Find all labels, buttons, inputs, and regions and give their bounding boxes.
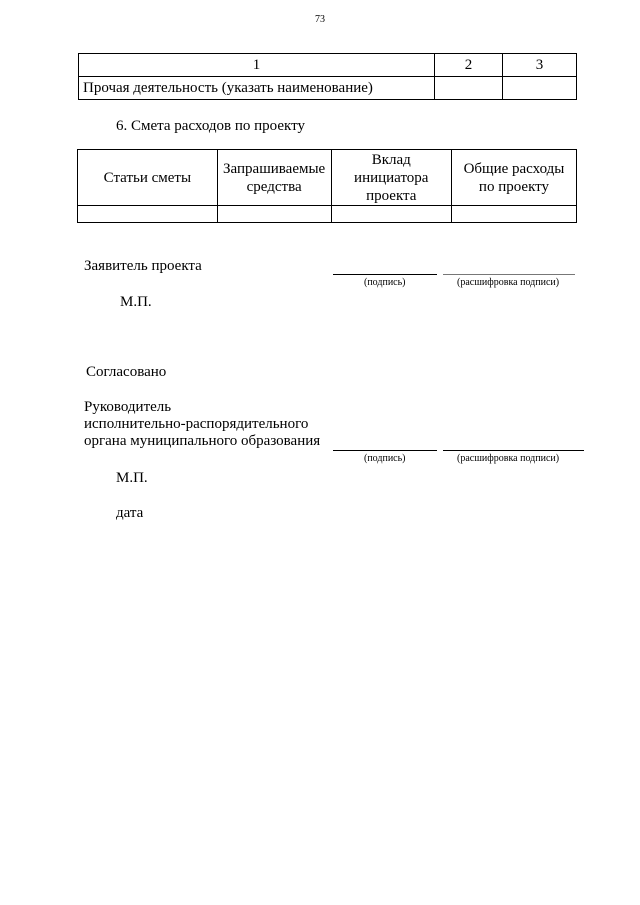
table-cell (434, 77, 502, 100)
column-header: 1 (79, 54, 435, 77)
stamp-label: М.П. (116, 470, 148, 486)
column-header: 3 (503, 54, 577, 77)
applicant-label: Заявитель проекта (84, 258, 202, 274)
decoding-caption: (расшифровка подписи) (457, 453, 560, 464)
page-number: 73 (315, 14, 325, 25)
section-title: 6. Смета расходов по проекту (116, 118, 305, 134)
column-header (78, 150, 218, 206)
decoding-line (443, 450, 584, 451)
table-header-row (78, 150, 577, 206)
header-line: Общие расходы (463, 160, 565, 177)
header-line: инициатора (354, 169, 429, 186)
official-title (84, 399, 320, 450)
official-title-line: Руководитель (84, 399, 172, 415)
header-line: Статьи сметы (103, 169, 192, 186)
official-title-line: органа муниципального образования (84, 433, 321, 449)
activity-table (78, 53, 577, 100)
header-line: средства (246, 178, 302, 195)
approval-label: Согласовано (86, 364, 167, 380)
header-line: по проекту (478, 178, 550, 195)
header-line: Вклад (371, 151, 411, 168)
signature-caption: (подпись) (364, 277, 406, 288)
column-header (451, 150, 576, 206)
table-cell (78, 206, 218, 223)
signature-caption: (подпись) (364, 453, 406, 464)
budget-table (77, 149, 577, 223)
table-cell (503, 77, 577, 100)
column-header (331, 150, 451, 206)
header-line: проекта (366, 187, 417, 204)
table-cell: Прочая деятельность (указать наименование) (79, 77, 435, 100)
column-header: 2 (434, 54, 502, 77)
table-header-row (79, 54, 577, 77)
date-label: дата (116, 505, 144, 521)
stamp-label: М.П. (120, 294, 152, 310)
table-cell (331, 206, 451, 223)
table-row (78, 206, 577, 223)
decoding-line (443, 274, 575, 275)
table-row (79, 77, 577, 100)
decoding-caption: (расшифровка подписи) (457, 277, 560, 288)
column-header (217, 150, 331, 206)
signature-line (333, 450, 437, 451)
official-title-line: исполнительно-распорядительного (84, 416, 309, 432)
table-cell (217, 206, 331, 223)
header-line: Запрашиваемые (223, 160, 326, 177)
table-cell (451, 206, 576, 223)
signature-line (333, 274, 437, 275)
